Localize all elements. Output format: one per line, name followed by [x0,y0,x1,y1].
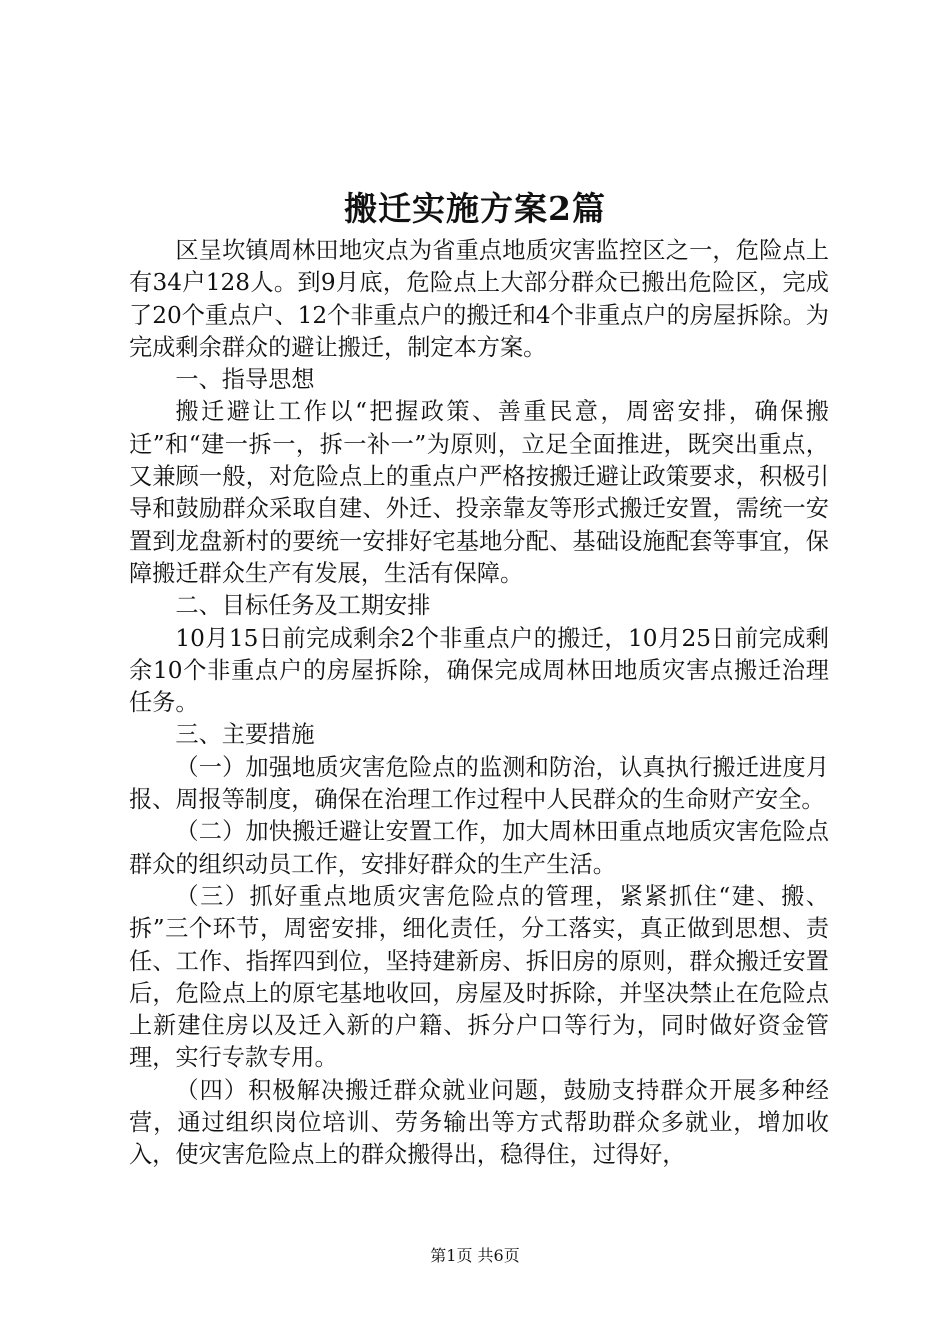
paragraph-measure-4: （四）积极解决搬迁群众就业问题，鼓励支持群众开展多种经营，通过组织岗位培训、劳务输出等方式帮助群众多就业，增加收入，使灾害危险点上的群众搬得出，稳得住，过得好， [129,1076,829,1169]
document-title: 搬迁实施方案2篇 [344,189,606,228]
paragraph-intro: 区呈坎镇周林田地灾点为省重点地质灾害监控区之一，危险点上有34户128人。到9月底，危险点上大部分群众已搬出危险区，完成了20个重点户、12个非重点户的搬迁和4个非重点户的房屋拆除。为完成剩余群众的避让搬迁，制定本方案。 [129,237,829,361]
paragraph-targets: 10月15日前完成剩余2个非重点户的搬迁，10月25日前完成剩余10个非重点户的房屋拆除，确保完成周林田地质灾害点搬迁治理任务。 [129,624,829,717]
section-heading-measures: 三、主要措施 [175,721,315,749]
page-number-footer: 第1页 共6页 [430,1246,520,1265]
section-heading-guiding-idea: 一、指导思想 [175,366,315,394]
section-heading-targets: 二、目标任务及工期安排 [175,592,431,620]
paragraph-measure-2: （二）加快搬迁避让安置工作，加大周林田重点地质灾害危险点群众的组织动员工作，安排好群众的生产生活。 [129,818,829,878]
paragraph-guiding-idea: 搬迁避让工作以“把握政策、善重民意，周密安排，确保搬迁”和“建一拆一，拆一补一”为原则，立足全面推进，既突出重点，又兼顾一般，对危险点上的重点户严格按搬迁避让政策要求，积极引导和鼓励群众采取自建、外迁、投亲靠友等形式搬迁安置，需统一安置到龙盘新村的要统一安排好宅基地分配、基础设施配套等事宜，保障搬迁群众生产有发展，生活有保障。 [129,398,829,587]
paragraph-measure-1: （一）加强地质灾害危险点的监测和防治，认真执行搬迁进度月报、周报等制度，确保在治理工作过程中人民群众的生命财产安全。 [129,753,829,814]
document-body [129,235,829,1172]
paragraph-measure-3: （三）抓好重点地质灾害危险点的管理，紧紧抓住“建、搬、拆”三个环节，周密安排，细化责任，分工落实，真正做到思想、责任、工作、指挥四到位，坚持建新房、拆旧房的原则，群众搬迁安置后，危险点上的原宅基地收回，房屋及时拆除，并坚决禁止在危险点上新建住房以及迁入新的户籍、拆分户口等行为，同时做好资金管理，实行专款专用。 [129,882,829,1072]
